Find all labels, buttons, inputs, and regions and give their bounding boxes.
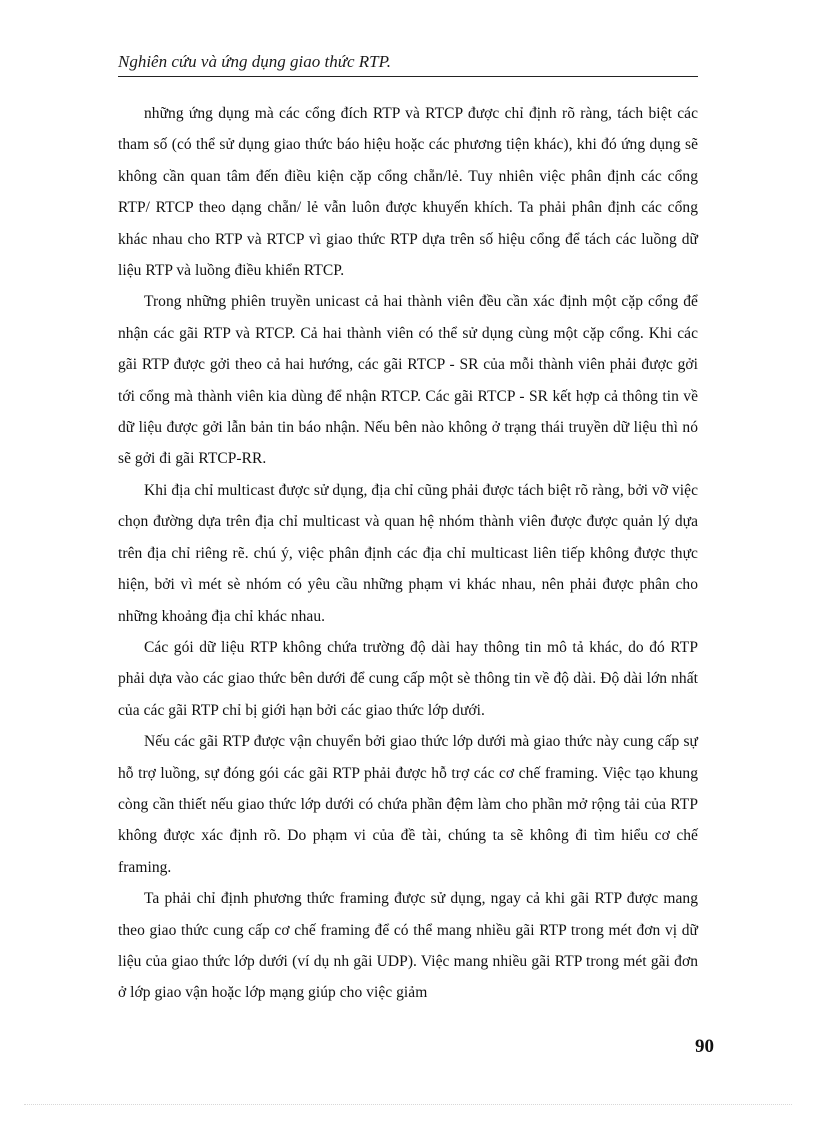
paragraph-2: Trong những phiên truyền unicast cả hai thành viên đều cần xác định một cặp cổng để nhận các gãi RTP và RTCP. Cả hai thành viên có thể sử dụng cùng một cặp cổng. Khi các gãi RTP được gởi theo cả hai hướng, các gãi RTCP - SR của mỗi thành viên phải được gởi tới cổng mà thành viên kia dùng để nhận RTCP. Các gãi RTCP - SR kết hợp cả thông tin về dữ liệu được gởi lẫn bản tin báo nhận. Nếu bên nào không ở trạng thái truyền dữ liệu thì nó sẽ gởi đi gãi RTCP-RR. <box>118 293 698 468</box>
paragraph-6: Ta phải chỉ định phương thức framing được sử dụng, ngay cả khi gãi RTP được mang theo giao thức cung cấp cơ chế framing để có thể mang nhiều gãi RTP trong mét đơn vị dữ liệu của giao thức lớp dưới (ví dụ nh gãi UDP). Việc mang nhiều gãi RTP trong mét gãi đơn ở lớp giao vận hoặc lớp mạng giúp cho việc giảm <box>118 890 698 1002</box>
running-header: Nghiên cứu và ứng dụng giao thức RTP. <box>118 52 392 71</box>
paragraph-1: những ứng dụng mà các cổng đích RTP và RTCP được chỉ định rõ ràng, tách biệt các tham số (có thể sử dụng giao thức báo hiệu hoặc các phương tiện khác), khi đó ứng dụng sẽ không cần quan tâm đến điều kiện cặp cổng chẵn/lẻ. Tuy nhiên việc phân định các cổng RTP/ RTCP theo dạng chẵn/ lẻ vẫn luôn được khuyến khích. Ta phải phân định các cổng khác nhau cho RTP và RTCP vì giao thức RTP dựa trên số hiệu cổng để tách các luồng dữ liệu RTP và luồng điều khiển RTCP. <box>118 105 698 280</box>
page-bottom-divider <box>24 1104 792 1105</box>
paragraph-5: Nếu các gãi RTP được vận chuyển bởi giao thức lớp dưới mà giao thức này cung cấp sự hỗ trợ luồng, sự đóng gói các gãi RTP phải được hỗ trợ các cơ chế framing. Việc tạo khung còng cần thiết nếu giao thức lớp dưới có chứa phần đệm làm cho phần mở rộng tải của RTP không được xác định rõ. Do phạm vi của đề tài, chúng ta sẽ không đi tìm hiểu cơ chế framing. <box>118 733 698 876</box>
paragraph-4: Các gói dữ liệu RTP không chứa trường độ dài hay thông tin mô tả khác, do đó RTP phải dựa vào các giao thức bên dưới để cung cấp một sè thông tin về độ dài. Độ dài lớn nhất của các gãi RTP chỉ bị giới hạn bởi các giao thức lớp dưới. <box>118 638 698 719</box>
header-divider <box>118 76 698 77</box>
paragraph-3: Khi địa chỉ multicast được sử dụng, địa chỉ cũng phải được tách biệt rõ ràng, bởi vỡ việc chọn đường dựa trên địa chỉ multicast và quan hệ nhóm thành viên được được quản lý dựa trên địa chỉ riêng rẽ. chú ý, việc phân định các địa chỉ multicast liên tiếp không được thực hiện, bởi vì mét sè nhóm có yêu cầu những phạm vi khác nhau, nên phải được phân cho những khoảng địa chỉ khác nhau. <box>118 481 698 625</box>
body-text <box>118 98 698 1009</box>
page-number: 90 <box>695 1036 714 1057</box>
